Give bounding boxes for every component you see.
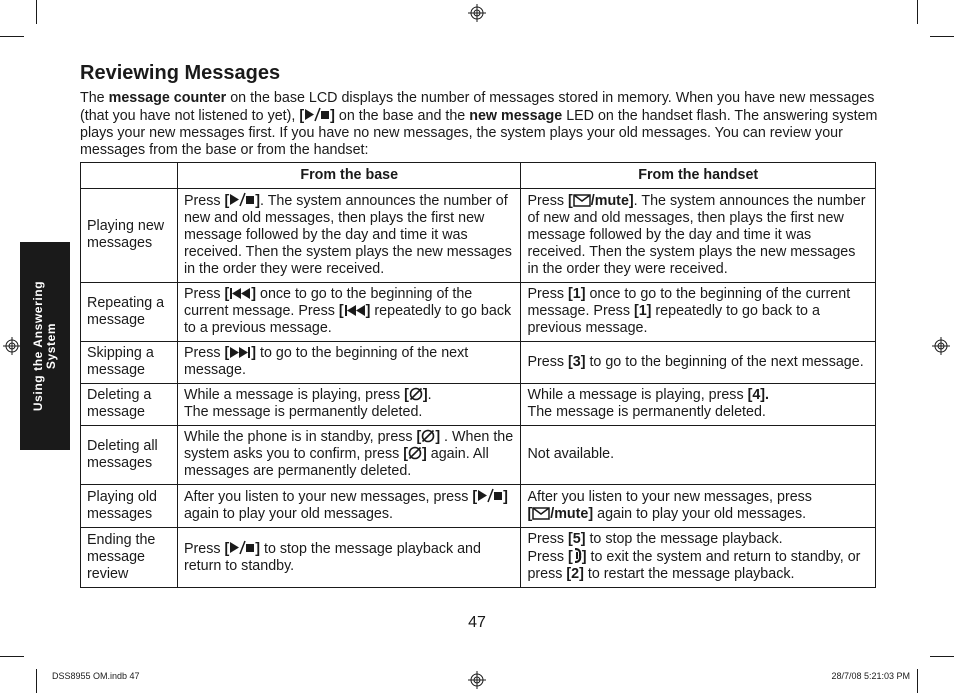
- base-cell: After you listen to your new messages, press [ ] again to play your old messages.: [177, 485, 521, 528]
- table-row: [81, 528, 876, 588]
- base-cell: While the phone is in standby, press [ ] . When the system asks you to confirm, press [ ] again. All messages are permanently deleted.: [177, 426, 521, 485]
- handset-cell: Press [5] to stop the message playback. Press [ ] to exit the system and return to standby, or press [2] to restart the message playback.: [521, 528, 876, 588]
- registration-mark-icon: [468, 671, 486, 689]
- key-label: [1]: [633, 303, 652, 319]
- action-cell: Deleting a message: [81, 384, 178, 426]
- crop-mark: [0, 36, 24, 37]
- play-stop-icon: [304, 107, 330, 122]
- page-title: Reviewing Messages: [80, 62, 281, 84]
- cell-text: .: [427, 387, 432, 403]
- intro-paragraph: The message counter on the base LCD displays the number of messages stored in memory. When you have new messages (that you have not listened to yet), [ ] on the base and the new message LED on the handset flash. The answering system plays your new messages first. If you have no new messages, the system plays your old messages. You can review your messages from the base or from the handset:: [80, 90, 878, 158]
- key-label: /mute]: [550, 505, 594, 522]
- play-stop-icon: [229, 192, 255, 207]
- new-message-term: new message: [469, 108, 563, 124]
- cell-text: Press: [183, 286, 225, 302]
- table-row: [81, 485, 876, 528]
- base-cell: Press [ ]. The system announces the number of new and old messages, then plays the first new message followed by the day and time it was received. Then the system plays the new messages in the order they were received.: [177, 189, 521, 283]
- cell-text: While the phone is in standby, press: [183, 429, 417, 445]
- skip-forward-icon: [229, 346, 251, 359]
- table-header-row: [81, 163, 876, 189]
- cell-text: Press: [183, 345, 225, 361]
- cell-text: While a message is playing, press: [527, 387, 748, 403]
- registration-mark-icon: [468, 4, 486, 22]
- envelope-icon: [532, 507, 550, 520]
- base-cell: Press [ ] to stop the message playback and return to standby.: [177, 528, 521, 588]
- cell-text: repeatedly to go back to a previous message.: [527, 303, 820, 336]
- key-label: /mute]: [590, 192, 634, 209]
- key-label: [4].: [747, 387, 770, 403]
- action-cell: Skipping a message: [81, 342, 178, 384]
- intro-text: LED on the handset flash. The answering system plays your new messages first. If you have no new messages, the system plays your old messages. You can review your messages from the base or from the handset:: [80, 108, 878, 158]
- base-cell: Press [ ] once to go to the beginning of the current message. Press [ ] repeatedly to go back to a previous message.: [177, 283, 521, 342]
- table-header: From the handset: [521, 163, 876, 189]
- delete-icon: [421, 429, 435, 443]
- action-cell: Playing new messages: [81, 189, 178, 283]
- cell-text: to stop the message playback and return to standby.: [183, 540, 481, 574]
- handset-cell: [521, 342, 876, 384]
- cell-text: to exit the system and return to standby, or press: [527, 549, 861, 582]
- crop-mark: [36, 669, 37, 693]
- cell-text: Press: [527, 353, 568, 370]
- key-label: [3]: [568, 353, 586, 370]
- footer-timestamp: 28/7/08 5:21:03 PM: [831, 671, 910, 681]
- base-cell: While a message is playing, press [ ]. The message is permanently deleted.: [177, 384, 521, 426]
- cell-text: Press: [183, 193, 225, 209]
- handset-cell: After you listen to your new messages, press [ /mute] again to play your old messages.: [521, 485, 876, 528]
- cell-text: After you listen to your new messages, press: [183, 489, 473, 505]
- crop-mark: [917, 669, 918, 693]
- cell-text: again. All messages are permanently deleted.: [183, 446, 489, 479]
- crop-mark: [36, 0, 37, 24]
- cell-text: to stop the message playback.: [585, 531, 783, 547]
- table-row: [81, 426, 876, 485]
- action-cell: Deleting all messages: [81, 426, 178, 485]
- crop-mark: [930, 656, 954, 657]
- cell-text: again to play your old messages.: [593, 505, 807, 522]
- handset-cell: [521, 384, 876, 426]
- cell-text: While a message is playing, press: [183, 387, 405, 403]
- cell-text: Press: [527, 549, 568, 565]
- cell-text: . The system announces the number of new and old messages, then plays the first new message followed by the day and time it was received. Then the system plays the new messages in the order they were received.: [183, 193, 512, 277]
- cell-text: to go to the beginning of the next message.: [183, 345, 469, 378]
- table-row: [81, 384, 876, 426]
- delete-icon: [409, 387, 423, 401]
- table-header: [81, 163, 178, 189]
- cell-text: Press: [183, 540, 225, 557]
- cell-text: Press: [527, 192, 568, 209]
- table-row: [81, 283, 876, 342]
- base-cell: Press [ ] to go to the beginning of the next message.: [177, 342, 521, 384]
- page-number: 47: [468, 614, 486, 631]
- cell-text: The message is permanently deleted.: [527, 404, 766, 420]
- table-row: [81, 342, 876, 384]
- crop-mark: [930, 36, 954, 37]
- footer-file-info: DSS8955 OM.indb 47: [52, 671, 140, 681]
- play-stop-icon: [229, 540, 255, 555]
- crop-mark: [0, 656, 24, 657]
- message-counter-term: message counter: [108, 90, 227, 106]
- cell-text: once to go to the beginning of the current message. Press: [527, 286, 851, 319]
- cell-text: The message is permanently deleted.: [183, 404, 423, 420]
- cell-text: . When the system asks you to confirm, press: [183, 429, 514, 462]
- skip-back-icon: [229, 287, 251, 300]
- cell-text: again to play your old messages.: [183, 506, 393, 522]
- delete-icon: [408, 446, 422, 460]
- off-hook-icon: [573, 548, 582, 563]
- cell-text: After you listen to your new messages, press: [527, 488, 812, 505]
- intro-text: on the base LCD displays the number of messages stored in memory. When you have new messages (that you have not listened to yet),: [80, 90, 875, 124]
- key-label: [2]: [566, 566, 584, 582]
- cell-text: to go to the beginning of the next message.: [585, 353, 864, 370]
- table-header: From the base: [177, 163, 521, 189]
- play-stop-icon: [477, 488, 503, 503]
- side-section-tab: [20, 242, 70, 450]
- messages-table: [80, 162, 876, 588]
- intro-text: on the base and the: [334, 108, 470, 124]
- cell-text: Press: [527, 531, 568, 547]
- handset-cell: Press [ /mute]. The system announces the number of new and old messages, then plays the first new message followed by the day and time it was received. Then the system plays the new messages in the order they were received.: [521, 189, 876, 283]
- cell-text: . The system announces the number of new and old messages, then plays the first new message followed by the day and time it was received. Then the system plays the new messages in the order they were received.: [527, 192, 866, 277]
- registration-mark-icon: [932, 337, 950, 355]
- action-cell: Ending the message review: [81, 528, 178, 588]
- handset-cell: Not available.: [521, 426, 876, 485]
- key-label: [5]: [568, 531, 586, 547]
- table-row: [81, 189, 876, 283]
- action-cell: Repeating a message: [81, 283, 178, 342]
- action-cell: Playing old messages: [81, 485, 178, 528]
- cell-text: repeatedly to go back to a previous message.: [183, 303, 512, 336]
- side-tab-label: Using the Answering System: [31, 280, 58, 412]
- key-label: [1]: [568, 286, 586, 302]
- envelope-icon: [573, 194, 591, 207]
- registration-mark-icon: [3, 337, 21, 355]
- intro-text: The: [80, 90, 109, 106]
- cell-text: to restart the message playback.: [583, 566, 795, 582]
- cell-text: Press: [527, 286, 568, 302]
- handset-cell: [521, 283, 876, 342]
- cell-text: once to go to the beginning of the current message. Press: [183, 286, 473, 319]
- crop-mark: [917, 0, 918, 24]
- skip-back-icon: [344, 304, 366, 317]
